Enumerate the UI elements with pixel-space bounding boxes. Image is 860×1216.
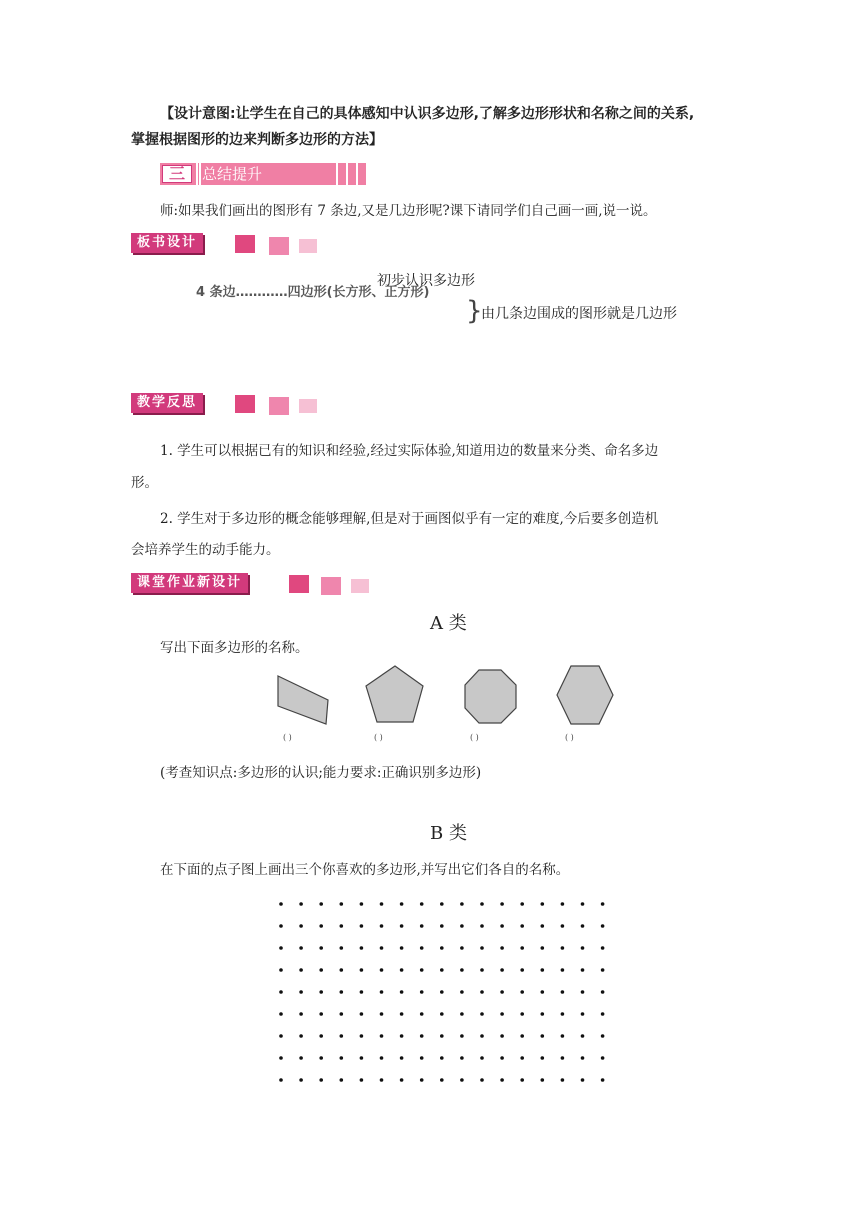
hexagon-shape (557, 666, 613, 724)
grid-dot[interactable] (480, 924, 484, 928)
grid-dot[interactable] (561, 902, 565, 906)
grid-dot[interactable] (460, 924, 464, 928)
grid-dot[interactable] (360, 990, 364, 994)
design-intent-line-1: 【设计意图:让学生在自己的具体感知中认识多边形,了解多边形形状和名称之间的关系, (160, 106, 695, 122)
grid-dot[interactable] (340, 902, 344, 906)
grid-dot[interactable] (440, 990, 444, 994)
reflection-banner (131, 393, 321, 415)
grid-dot[interactable] (500, 1034, 504, 1038)
grid-dot[interactable] (520, 1034, 524, 1038)
grid-dot[interactable] (400, 968, 404, 972)
grid-dot[interactable] (520, 946, 524, 950)
banner-stripe (196, 163, 198, 185)
grid-dot[interactable] (299, 1034, 303, 1038)
grid-dot[interactable] (420, 1056, 424, 1060)
grid-dot[interactable] (319, 1056, 323, 1060)
grid-dot[interactable] (400, 1034, 404, 1038)
grid-dot[interactable] (440, 1012, 444, 1016)
grid-dot[interactable] (400, 1078, 404, 1082)
grid-dot[interactable] (420, 1034, 424, 1038)
grid-dot[interactable] (440, 924, 444, 928)
grid-dot[interactable] (360, 1056, 364, 1060)
grid-dot[interactable] (541, 1034, 545, 1038)
section-a-instruction: 写出下面多边形的名称。 (160, 640, 309, 656)
grid-dot[interactable] (601, 924, 605, 928)
reflection-label: 教学反思 (131, 393, 203, 413)
grid-dot[interactable] (360, 1012, 364, 1016)
grid-dot[interactable] (340, 990, 344, 994)
grid-dot[interactable] (500, 968, 504, 972)
octagon-shape (465, 670, 516, 723)
grid-dot[interactable] (279, 968, 283, 972)
grid-dot[interactable] (279, 902, 283, 906)
grid-dot[interactable] (500, 1056, 504, 1060)
grid-dot[interactable] (340, 946, 344, 950)
grid-dot[interactable] (520, 968, 524, 972)
grid-dot[interactable] (319, 1078, 323, 1082)
grid-dot[interactable] (420, 968, 424, 972)
grid-dot[interactable] (340, 968, 344, 972)
grid-dot[interactable] (440, 1078, 444, 1082)
grid-dot[interactable] (340, 1078, 344, 1082)
grid-dot[interactable] (380, 1034, 384, 1038)
section-b-instruction: 在下面的点子图上画出三个你喜欢的多边形,并写出它们各自的名称。 (160, 862, 570, 878)
banner-square (269, 397, 289, 415)
banner-square (289, 575, 309, 593)
quadrilateral-shape (278, 676, 328, 724)
grid-dot[interactable] (520, 1012, 524, 1016)
summary-text: 师:如果我们画出的图形有 7 条边,又是几边形呢?课下请同学们自己画一画,说一说。 (160, 203, 657, 219)
grid-dot[interactable] (380, 946, 384, 950)
grid-dot[interactable] (581, 1012, 585, 1016)
section-a-title: A 类 (430, 613, 467, 634)
grid-dot[interactable] (440, 902, 444, 906)
grid-dot[interactable] (279, 1056, 283, 1060)
homework-banner (131, 573, 376, 595)
grid-dot[interactable] (319, 1034, 323, 1038)
grid-dot[interactable] (601, 968, 605, 972)
pentagon-shape (366, 666, 423, 722)
grid-dot[interactable] (319, 924, 323, 928)
reflection-item-2-line-2: 会培养学生的动手能力。 (131, 542, 280, 558)
grid-dot[interactable] (400, 924, 404, 928)
banner-stripe (356, 163, 358, 185)
grid-dot[interactable] (581, 924, 585, 928)
grid-dot[interactable] (520, 924, 524, 928)
grid-dot[interactable] (420, 1078, 424, 1082)
grid-dot[interactable] (541, 968, 545, 972)
banner-stripe (346, 163, 348, 185)
board-title: 初步认识多边形 (377, 273, 475, 289)
grid-dot[interactable] (500, 946, 504, 950)
section-b-title: B 类 (430, 823, 467, 844)
grid-dot[interactable] (480, 1034, 484, 1038)
grid-dot[interactable] (299, 990, 303, 994)
grid-dot[interactable] (360, 1078, 364, 1082)
grid-dot[interactable] (561, 1034, 565, 1038)
grid-dot[interactable] (420, 990, 424, 994)
grid-dot[interactable] (601, 1078, 605, 1082)
banner-square (235, 235, 255, 253)
grid-dot[interactable] (299, 924, 303, 928)
grid-dot[interactable] (440, 1056, 444, 1060)
grid-dot[interactable] (480, 1012, 484, 1016)
section-a-note: (考查知识点:多边形的认识;能力要求:正确识别多边形) (160, 765, 482, 781)
grid-dot[interactable] (500, 1012, 504, 1016)
grid-dot[interactable] (380, 968, 384, 972)
grid-dot[interactable] (400, 990, 404, 994)
banner-stripe (199, 163, 201, 185)
grid-dot[interactable] (440, 968, 444, 972)
grid-dot[interactable] (420, 902, 424, 906)
board-brace-note: 由几条边围成的图形就是几边形 (481, 306, 677, 322)
grid-dot[interactable] (480, 990, 484, 994)
design-intent-line-2: 掌握根据图形的边来判断多边形的方法】 (131, 132, 383, 148)
grid-dot[interactable] (420, 924, 424, 928)
grid-dot[interactable] (480, 968, 484, 972)
grid-dot[interactable] (340, 1056, 344, 1060)
grid-dot[interactable] (581, 1034, 585, 1038)
grid-dot[interactable] (279, 1034, 283, 1038)
grid-dot[interactable] (541, 990, 545, 994)
grid-dot[interactable] (541, 924, 545, 928)
grid-dot[interactable] (360, 946, 364, 950)
board-truncated-line-clip (196, 285, 466, 303)
grid-dot[interactable] (319, 990, 323, 994)
grid-dot[interactable] (541, 1078, 545, 1082)
grid-dot[interactable] (400, 1056, 404, 1060)
banner-square (235, 395, 255, 413)
grid-dot[interactable] (380, 1056, 384, 1060)
banner-square (299, 239, 317, 253)
banner-square (269, 237, 289, 255)
grid-dot[interactable] (380, 902, 384, 906)
answer-paren-1: ( ) (283, 733, 292, 742)
grid-dot[interactable] (541, 1012, 545, 1016)
answer-paren-2: ( ) (374, 733, 383, 742)
grid-dot[interactable] (460, 946, 464, 950)
grid-dot[interactable] (480, 1056, 484, 1060)
banner-square (321, 577, 341, 595)
grid-dot[interactable] (340, 924, 344, 928)
grid-dot[interactable] (440, 946, 444, 950)
grid-dot[interactable] (299, 968, 303, 972)
grid-dot[interactable] (460, 1078, 464, 1082)
grid-dot[interactable] (480, 1078, 484, 1082)
grid-dot[interactable] (420, 946, 424, 950)
grid-dot[interactable] (520, 902, 524, 906)
grid-dot[interactable] (601, 1056, 605, 1060)
grid-dot[interactable] (380, 924, 384, 928)
grid-dot[interactable] (541, 1056, 545, 1060)
grid-dot[interactable] (299, 1056, 303, 1060)
grid-dot[interactable] (380, 990, 384, 994)
grid-dot[interactable] (279, 990, 283, 994)
grid-dot[interactable] (460, 1056, 464, 1060)
grid-dot[interactable] (561, 946, 565, 950)
grid-dot[interactable] (380, 1078, 384, 1082)
grid-dot[interactable] (400, 902, 404, 906)
grid-dot[interactable] (460, 902, 464, 906)
homework-label: 课堂作业新设计 (131, 573, 248, 593)
summary-section-banner (160, 163, 366, 185)
grid-dot[interactable] (360, 968, 364, 972)
reflection-item-1-line-1: 1. 学生可以根据已有的知识和经验,经过实际体验,知道用边的数量来分类、命名多边 (160, 443, 659, 459)
grid-dot[interactable] (581, 946, 585, 950)
grid-dot[interactable] (340, 1034, 344, 1038)
grid-dot[interactable] (319, 902, 323, 906)
grid-dot[interactable] (319, 946, 323, 950)
grid-dot[interactable] (400, 1012, 404, 1016)
grid-dot[interactable] (460, 968, 464, 972)
grid-dot[interactable] (500, 902, 504, 906)
grid-dot[interactable] (561, 1056, 565, 1060)
banner-square (299, 399, 317, 413)
grid-dot[interactable] (520, 1056, 524, 1060)
grid-dot[interactable] (601, 946, 605, 950)
grid-dot[interactable] (581, 968, 585, 972)
grid-dot[interactable] (561, 1012, 565, 1016)
grid-dot[interactable] (279, 1012, 283, 1016)
grid-dot[interactable] (420, 1012, 424, 1016)
grid-dot[interactable] (581, 1078, 585, 1082)
grid-dot[interactable] (541, 946, 545, 950)
grid-dot[interactable] (561, 924, 565, 928)
grid-dot[interactable] (440, 1034, 444, 1038)
grid-dot[interactable] (360, 1034, 364, 1038)
board-truncated-line: 4 条边…………四边形(长方形、正方形) (196, 285, 430, 300)
grid-dot[interactable] (319, 968, 323, 972)
grid-dot[interactable] (380, 1012, 384, 1016)
answer-paren-3: ( ) (470, 733, 479, 742)
dot-grid[interactable] (274, 896, 614, 1090)
curly-brace: } (466, 296, 483, 326)
grid-dot[interactable] (279, 924, 283, 928)
grid-dot[interactable] (460, 990, 464, 994)
grid-dot[interactable] (541, 902, 545, 906)
grid-dot[interactable] (601, 1012, 605, 1016)
grid-dot[interactable] (299, 902, 303, 906)
reflection-item-2-line-1: 2. 学生对于多边形的概念能够理解,但是对于画图似乎有一定的难度,今后要多创造机 (160, 511, 659, 527)
section-number: 三 (162, 165, 192, 183)
banner-square (351, 579, 369, 593)
grid-dot[interactable] (601, 1034, 605, 1038)
grid-dot[interactable] (561, 1078, 565, 1082)
grid-dot[interactable] (581, 990, 585, 994)
grid-dot[interactable] (601, 990, 605, 994)
grid-dot[interactable] (460, 1012, 464, 1016)
grid-dot[interactable] (480, 946, 484, 950)
grid-dot[interactable] (319, 1012, 323, 1016)
answer-paren-4: ( ) (565, 733, 574, 742)
grid-dot[interactable] (360, 902, 364, 906)
grid-dot[interactable] (601, 902, 605, 906)
grid-dot[interactable] (299, 946, 303, 950)
grid-dot[interactable] (561, 968, 565, 972)
grid-dot[interactable] (561, 990, 565, 994)
grid-dot[interactable] (360, 924, 364, 928)
grid-dot[interactable] (520, 1078, 524, 1082)
banner-stripe (336, 163, 338, 185)
summary-section-title: 总结提升 (202, 165, 263, 183)
polygon-shapes (270, 664, 630, 750)
board-design-banner (131, 233, 321, 255)
grid-dot[interactable] (520, 990, 524, 994)
grid-dot[interactable] (581, 1056, 585, 1060)
grid-dot[interactable] (581, 902, 585, 906)
grid-dot[interactable] (279, 946, 283, 950)
grid-dot[interactable] (500, 1078, 504, 1082)
reflection-item-1-line-2: 形。 (131, 475, 158, 491)
grid-dot[interactable] (279, 1078, 283, 1082)
board-design-label: 板书设计 (131, 233, 203, 253)
grid-dot[interactable] (460, 1034, 464, 1038)
grid-dot[interactable] (340, 1012, 344, 1016)
grid-dot[interactable] (299, 1012, 303, 1016)
grid-dot[interactable] (480, 902, 484, 906)
grid-dot[interactable] (500, 924, 504, 928)
grid-dot[interactable] (500, 990, 504, 994)
grid-dot[interactable] (299, 1078, 303, 1082)
grid-dot[interactable] (400, 946, 404, 950)
